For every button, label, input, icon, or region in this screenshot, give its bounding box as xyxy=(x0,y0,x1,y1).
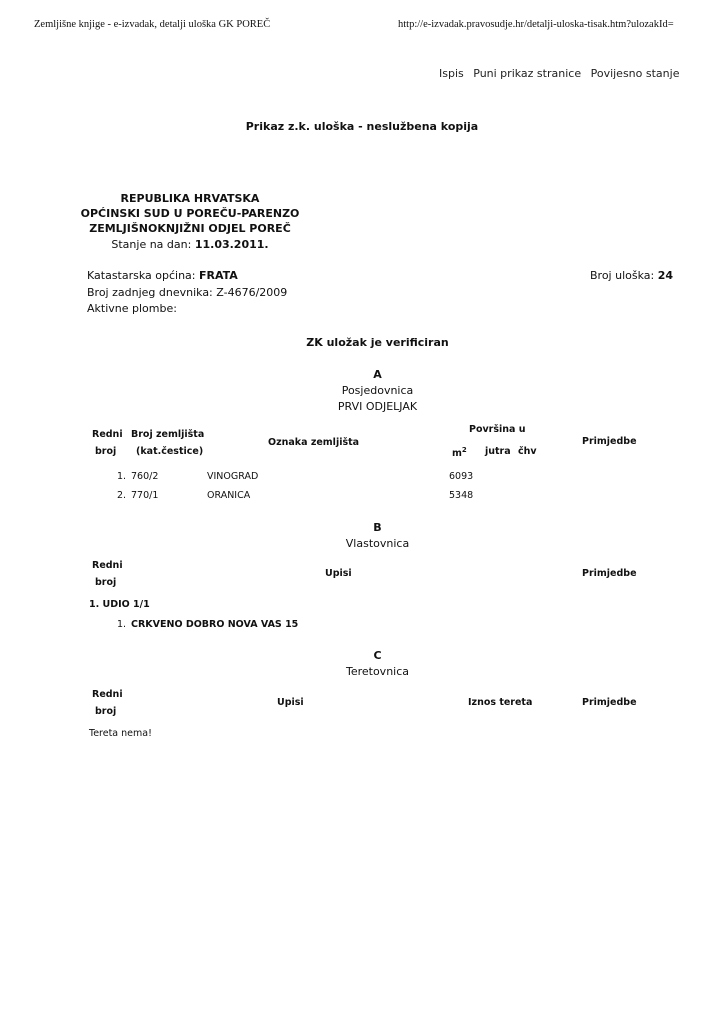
page-title: Prikaz z.k. uloška - neslužbena kopija xyxy=(245,120,479,133)
deposit-number-line xyxy=(590,269,673,282)
col-entries-b: Upisi xyxy=(325,568,352,579)
full-view-link[interactable]: Puni prikaz stranice xyxy=(473,67,582,80)
action-links xyxy=(439,67,685,80)
print-link[interactable]: Ispis xyxy=(439,67,464,80)
col-redni-b-1: Redni xyxy=(92,560,123,571)
seals-label: Aktivne plombe: xyxy=(87,302,177,315)
deposit-number-label: Broj uloška: xyxy=(590,269,655,282)
journal-value: Z-4676/2009 xyxy=(216,286,288,299)
court-country: REPUBLIKA HRVATSKA xyxy=(120,192,260,205)
col-parcel-2: (kat.čestice) xyxy=(136,446,204,457)
owner-num: 1. xyxy=(117,619,127,630)
state-date-value: 11.03.2011. xyxy=(194,238,269,251)
print-header-url: http://e-izvadak.pravosudje.hr/detalji-uloska-tisak.htm?ulozakId= xyxy=(398,19,674,30)
cadastral-line xyxy=(87,269,238,282)
journal-line xyxy=(87,286,287,299)
section-b-letter: B xyxy=(373,521,382,534)
row-2-parcel: 770/1 xyxy=(131,490,159,501)
section-c-letter: C xyxy=(373,649,382,662)
col-remarks-a: Primjedbe xyxy=(582,436,637,447)
row-2-area: 5348 xyxy=(449,490,474,501)
row-2-desc: ORANICA xyxy=(207,490,251,501)
col-remarks-c: Primjedbe xyxy=(582,697,637,708)
state-date-line xyxy=(70,238,310,251)
row-2-num: 2. xyxy=(117,490,127,501)
col-redni-a-2: broj xyxy=(95,446,117,457)
col-m2: $m^2$ xyxy=(452,446,467,460)
col-redni-b-2: broj xyxy=(95,577,117,588)
row-1-num: 1. xyxy=(117,471,127,482)
col-redni-a-1: Redni xyxy=(92,429,123,440)
section-a-letter: A xyxy=(373,368,382,381)
col-jutra: jutra xyxy=(485,446,511,457)
verified-notice: ZK uložak je verificiran xyxy=(306,336,449,349)
col-parcel-1: Broj zemljišta xyxy=(131,429,205,440)
col-entries-c: Upisi xyxy=(277,697,304,708)
col-chv: čhv xyxy=(518,446,537,457)
journal-label: Broj zadnjeg dnevnika: xyxy=(87,286,213,299)
cadastral-value: FRATA xyxy=(199,269,238,282)
owner-name: CRKVENO DOBRO NOVA VAS 15 xyxy=(131,619,299,630)
deposit-number-value: 24 xyxy=(657,269,674,282)
col-land-label: Oznaka zemljišta xyxy=(268,437,360,448)
section-a-sub: PRVI ODJELJAK xyxy=(337,400,418,413)
row-1-area: 6093 xyxy=(449,471,474,482)
row-1-desc: VINOGRAD xyxy=(207,471,259,482)
state-date-label: Stanje na dan: xyxy=(111,238,192,251)
col-amount: Iznos tereta xyxy=(468,697,533,708)
section-a-name: Posjedovnica xyxy=(341,384,414,397)
section-c-name: Teretovnica xyxy=(345,665,410,678)
no-encumbrance: Tereta nema! xyxy=(89,728,152,739)
section-b-name: Vlastovnica xyxy=(345,537,410,550)
col-redni-c-1: Redni xyxy=(92,689,123,700)
court-name: OPĆINSKI SUD U POREČU-PARENZO xyxy=(80,207,300,220)
col-remarks-b: Primjedbe xyxy=(582,568,637,579)
row-1-parcel: 760/2 xyxy=(131,471,159,482)
share-label: 1. UDIO 1/1 xyxy=(89,599,150,610)
print-header-title: Zemljišne knjige - e-izvadak, detalji uloška GK POREČ xyxy=(34,19,271,30)
court-department: ZEMLJIŠNOKNJIŽNI ODJEL POREČ xyxy=(89,222,291,235)
history-link[interactable]: Povijesno stanje xyxy=(590,67,680,80)
col-redni-c-2: broj xyxy=(95,706,117,717)
col-area: Površina u xyxy=(469,424,526,435)
cadastral-label: Katastarska općina: xyxy=(87,269,196,282)
